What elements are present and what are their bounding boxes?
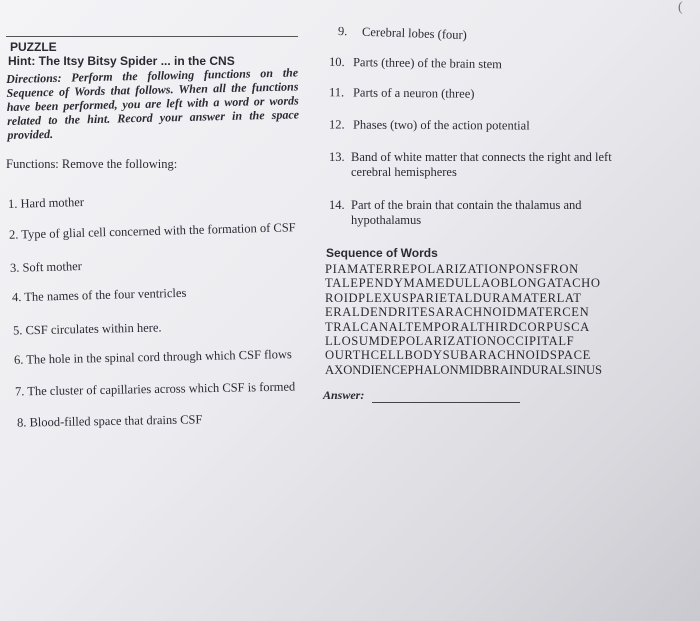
functions-label: Functions: Remove the following:: [6, 157, 178, 171]
clue-text: Hard mother: [20, 195, 85, 211]
clue-number: 5.: [12, 323, 23, 338]
clue-text: Type of glial cell concerned with the formation of CSF: [21, 220, 296, 242]
clue-item-2: [9, 220, 296, 242]
answer-blank[interactable]: [372, 402, 520, 403]
sequence-line: OURTHCELLBODYSUBARACHNOIDSPACE: [325, 348, 591, 363]
clue-number: 7.: [14, 384, 25, 399]
clue-text: The cluster of capillaries across which CSF is formed: [27, 379, 296, 399]
clue-item-14: [329, 198, 639, 228]
sequence-line: ERALDENDRITESARACHNOIDMATERCEN: [325, 305, 590, 320]
sequence-line: PIAMATERREPOLARIZATIONPONSFRON: [325, 262, 579, 276]
clue-item-4: [12, 286, 187, 306]
clue-number: 4.: [11, 290, 22, 305]
clue-text: The names of the four ventricles: [24, 285, 187, 304]
clue-item-5: [13, 320, 162, 338]
puzzle-label: PUZZLE: [10, 40, 57, 54]
clue-number: 6.: [13, 352, 24, 367]
clue-item-11: [329, 85, 475, 102]
clue-number: 11.: [328, 85, 345, 100]
clue-number: 12.: [328, 117, 345, 132]
clue-number: 8.: [16, 415, 27, 430]
clue-text: Parts of a neuron (three): [352, 85, 475, 101]
sequence-of-words: [325, 262, 637, 377]
clue-text: Soft mother: [22, 259, 83, 275]
clue-number: 1.: [7, 196, 18, 211]
clue-text: Phases (two) of the action potential: [352, 117, 530, 133]
clue-item-1: [8, 195, 84, 212]
sequence-line: LLOSUMDEPOLARIZATIONOCCIPITALF: [325, 334, 575, 349]
clue-text: CSF circulates within here.: [25, 320, 162, 338]
clue-item-6: [14, 347, 292, 368]
clue-text: The hole in the spinal cord through which CSF flows: [26, 347, 292, 367]
clue-text: Blood-filled space that drains CSF: [29, 412, 203, 430]
sequence-title: Sequence of Words: [326, 246, 438, 260]
clue-number: 10.: [328, 54, 345, 70]
sequence-line: AXONDIENCEPHALONMIDBRAINDURALSINUS: [325, 362, 603, 377]
sequence-line: TRALCANALTEMPORALTHIRDCORPUSCA: [325, 319, 590, 334]
clue-text: Cerebral lobes (four): [361, 24, 468, 43]
page-edge-mark-icon: (: [678, 0, 683, 15]
sequence-line: ROIDPLEXUSPARIETALDURAMATERLAT: [325, 290, 582, 305]
clue-item-3: [10, 259, 82, 276]
clue-number: 13.: [329, 150, 345, 164]
sequence-line: TALEPENDYMAMEDULLAOBLONGATACHO: [325, 276, 601, 291]
clue-item-7: [15, 380, 296, 400]
clue-item-10: [329, 55, 502, 72]
answer-label: Answer:: [323, 388, 365, 402]
top-divider: [6, 36, 298, 37]
clue-text: Parts (three) of the brain stem: [352, 55, 503, 72]
directions-text: Directions: Perform the following functions on the Sequence of Words that follows. When all the functions have been performed, you are left with a word or words related to the hint. Record your answer in the space provided.: [6, 65, 300, 142]
hint-text: Hint: The Itsy Bitsy Spider ... in the CNS: [8, 54, 235, 68]
clue-item-12: [329, 117, 530, 133]
clue-text: Part of the brain that contain the thalamus and hypothalamus: [351, 198, 582, 227]
clue-number: 2.: [8, 227, 19, 242]
clue-item-13: [329, 150, 639, 180]
clue-text: Band of white matter that connects the right and left cerebral hemispheres: [351, 150, 612, 179]
clue-item-9: [338, 24, 467, 43]
clue-item-8: [17, 412, 203, 430]
clue-number: 9.: [337, 23, 348, 39]
clue-number: 3.: [9, 260, 20, 275]
clue-number: 14.: [329, 198, 345, 212]
